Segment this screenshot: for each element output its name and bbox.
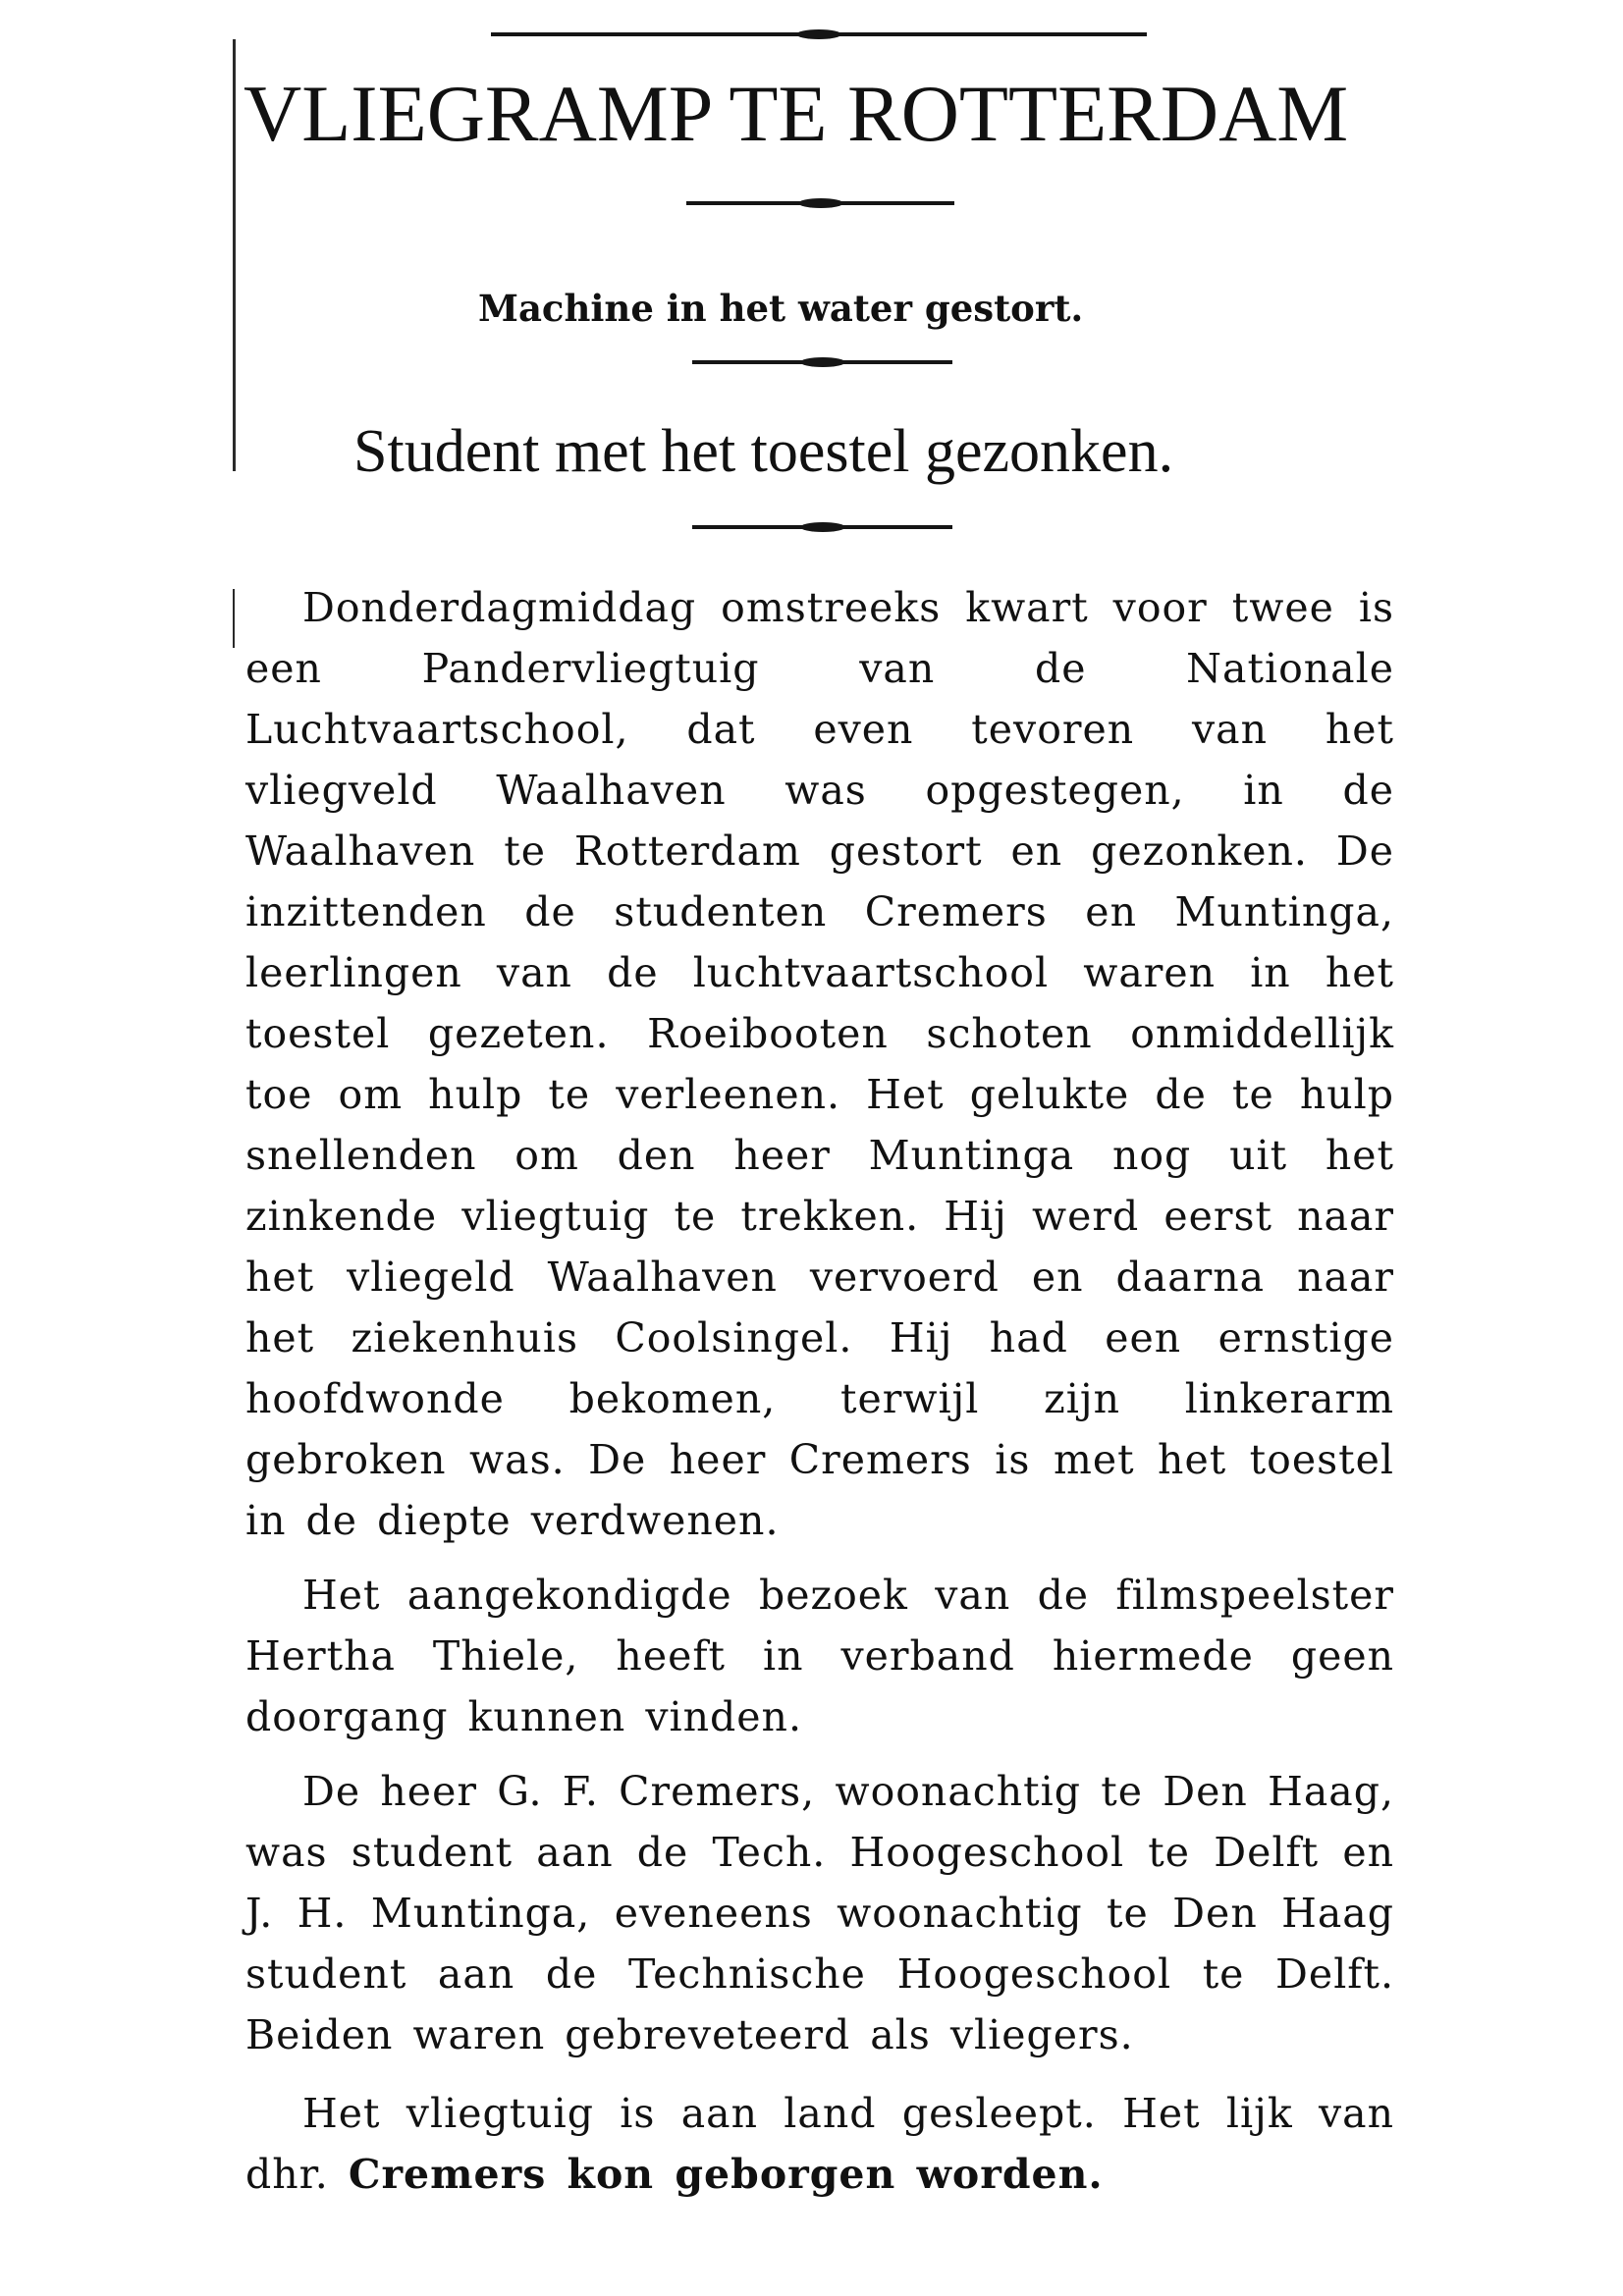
article-paragraph-4-start: Het vliegtuig is aan land gesleept. Het lijk van dhr.	[245, 2090, 1394, 2198]
second-headline-ornamental-divider	[692, 525, 952, 529]
top-ornamental-divider	[491, 32, 1147, 36]
article-headline: VLIEGRAMP TE ROTTERDAM	[243, 69, 1349, 158]
left-column-rule	[233, 39, 236, 471]
article-subheadline: Machine in het water gestort.	[478, 287, 1084, 330]
article-paragraph-4-bold-ending: Cremers kon geborgen worden.	[348, 2151, 1104, 2198]
article-second-headline: Student met het toestel gezonken.	[353, 418, 1174, 485]
article-paragraph-3: De heer G. F. Cremers, woonachtig te Den Haag, was student aan de Tech. Hoogeschool te Delft en J. H. Muntinga, eveneens woonachtig te Den Haag student aan de Technische Hoogeschool te Delft. Beiden waren gebreveteerd als vliegers.	[245, 1768, 1394, 2058]
article-paragraph-4	[245, 2083, 1394, 2205]
left-column-rule-lower	[233, 589, 235, 648]
article-paragraph-2: Het aangekondigde bezoek van de filmspeelster Hertha Thiele, heeft in verband hiermede geen doorgang kunnen vinden.	[245, 1572, 1394, 1740]
headline-ornamental-divider	[686, 201, 954, 205]
subheadline-ornamental-divider	[692, 360, 952, 364]
article-body	[245, 577, 1394, 2218]
article-paragraph-1: Donderdagmiddag omstreeks kwart voor twee is een Pandervliegtuig van de Nationale Luchtvaartschool, dat even tevoren van het vliegveld Waalhaven was opgestegen, in de Waalhaven te Rotterdam gestort en gezonken. De inzittenden de studenten Cremers en Muntinga, leerlingen van de luchtvaartschool waren in het toestel gezeten. Roeibooten schoten onmiddellijk toe om hulp te verleenen. Het gelukte de te hulp snellenden om den heer Muntinga nog uit het zinkende vliegtuig te trekken. Hij werd eerst naar het vliegeld Waalhaven vervoerd en daarna naar het ziekenhuis Coolsingel. Hij had een ernstige hoofdwonde bekomen, terwijl zijn linkerarm gebroken was. De heer Cremers is met het toestel in de diepte verdwenen.	[245, 584, 1394, 1544]
